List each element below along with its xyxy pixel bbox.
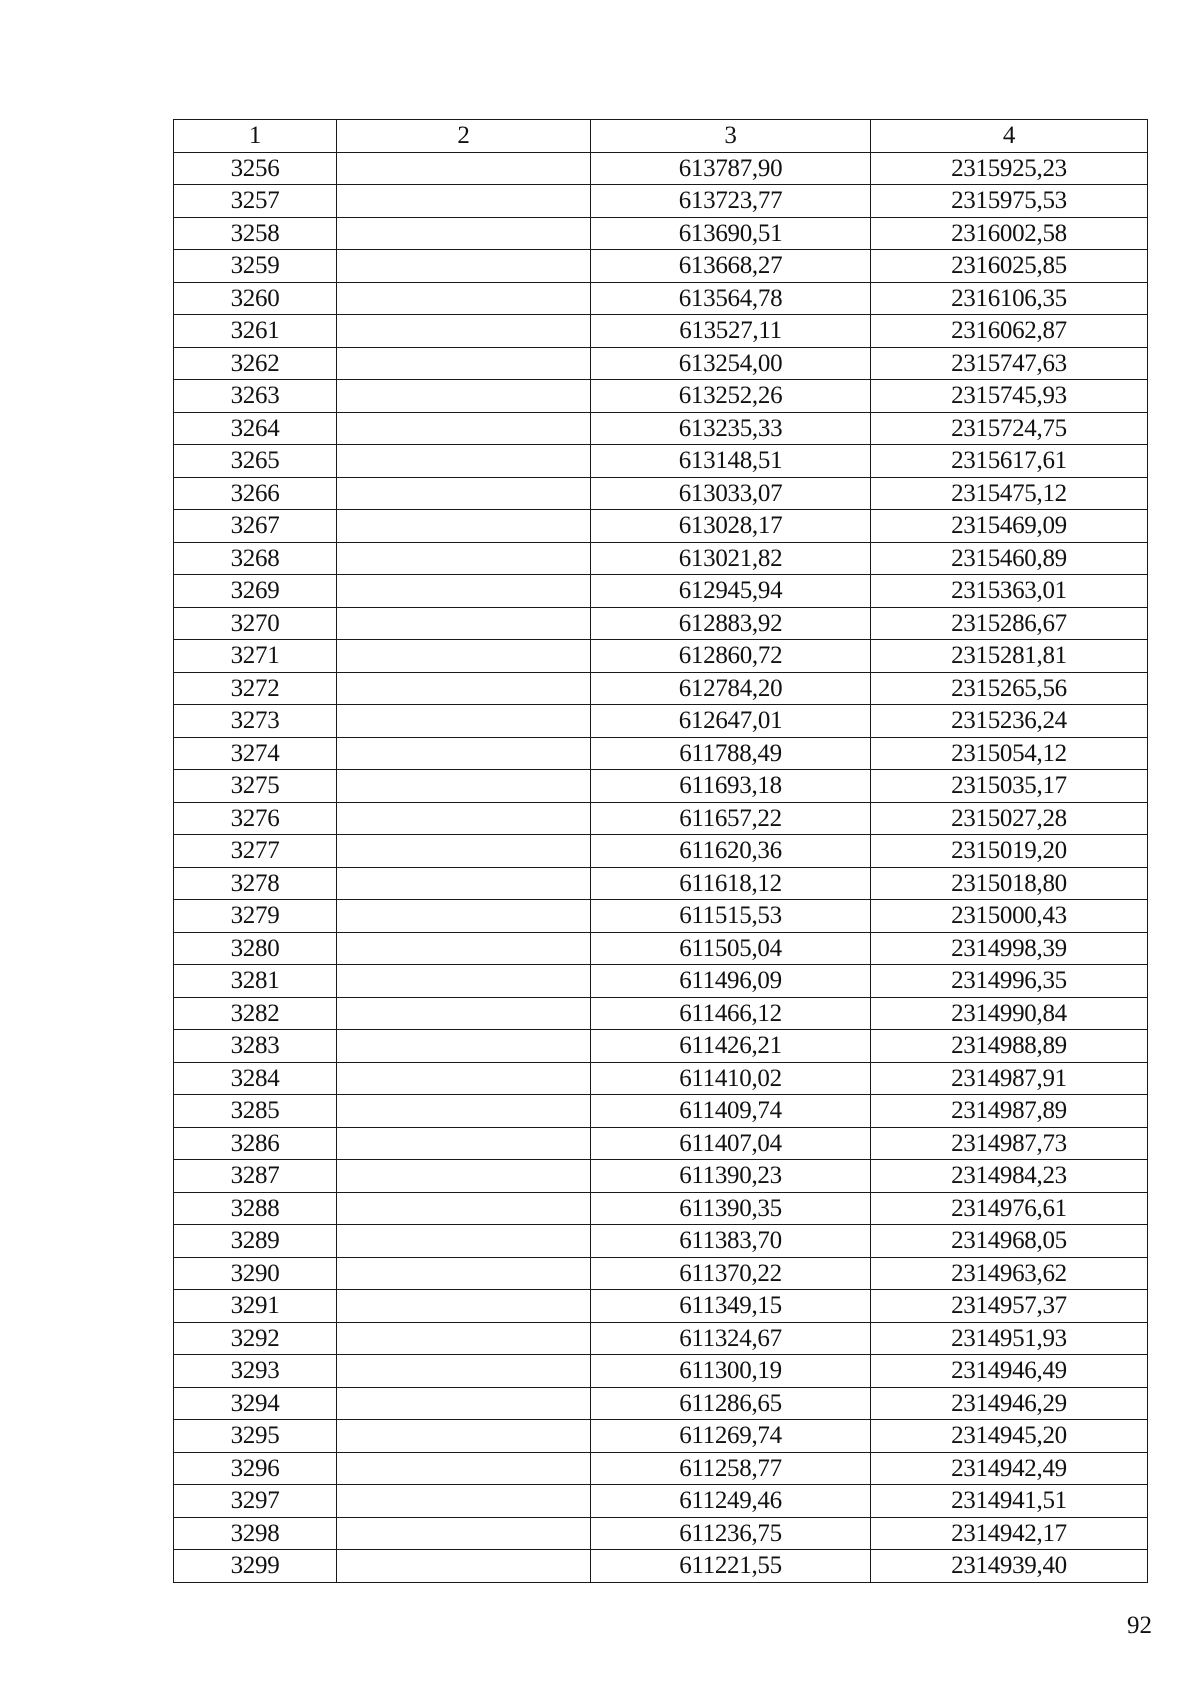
y-coordinate-cell: 2315000,43 <box>871 900 1148 933</box>
point-number-cell: 3289 <box>174 1225 337 1258</box>
y-coordinate-cell: 2315281,81 <box>871 640 1148 673</box>
point-number-cell: 3286 <box>174 1127 337 1160</box>
description-cell <box>337 705 591 738</box>
x-coordinate-cell: 611258,77 <box>591 1452 871 1485</box>
x-coordinate-cell: 612945,94 <box>591 575 871 608</box>
y-coordinate-cell: 2316002,58 <box>871 217 1148 250</box>
point-number-cell: 3279 <box>174 900 337 933</box>
description-cell <box>337 1290 591 1323</box>
point-number-cell: 3259 <box>174 250 337 283</box>
description-cell <box>337 542 591 575</box>
point-number-cell: 3291 <box>174 1290 337 1323</box>
table-row <box>174 1192 1148 1225</box>
description-cell <box>337 315 591 348</box>
point-number-cell: 3268 <box>174 542 337 575</box>
description-cell <box>337 997 591 1030</box>
y-coordinate-cell: 2315617,61 <box>871 445 1148 478</box>
table-row <box>174 965 1148 998</box>
table-row <box>174 997 1148 1030</box>
description-cell <box>337 1257 591 1290</box>
table-row <box>174 1160 1148 1193</box>
x-coordinate-cell: 611349,15 <box>591 1290 871 1323</box>
point-number-cell: 3280 <box>174 932 337 965</box>
description-cell <box>337 867 591 900</box>
table-row <box>174 672 1148 705</box>
column-header-3: 3 <box>591 120 871 153</box>
table-header <box>174 120 1148 153</box>
table-row <box>174 1387 1148 1420</box>
table-row <box>174 867 1148 900</box>
point-number-cell: 3298 <box>174 1517 337 1550</box>
table-row <box>174 217 1148 250</box>
description-cell <box>337 1062 591 1095</box>
y-coordinate-cell: 2314946,29 <box>871 1387 1148 1420</box>
point-number-cell: 3277 <box>174 835 337 868</box>
page-number: 92 <box>1127 1612 1152 1639</box>
point-number-cell: 3261 <box>174 315 337 348</box>
y-coordinate-cell: 2315027,28 <box>871 802 1148 835</box>
x-coordinate-cell: 613690,51 <box>591 217 871 250</box>
y-coordinate-cell: 2315286,67 <box>871 607 1148 640</box>
y-coordinate-cell: 2315236,24 <box>871 705 1148 738</box>
table-row <box>174 380 1148 413</box>
point-number-cell: 3288 <box>174 1192 337 1225</box>
description-cell <box>337 152 591 185</box>
x-coordinate-cell: 612860,72 <box>591 640 871 673</box>
description-cell <box>337 672 591 705</box>
x-coordinate-cell: 611620,36 <box>591 835 871 868</box>
x-coordinate-cell: 611300,19 <box>591 1355 871 1388</box>
point-number-cell: 3260 <box>174 282 337 315</box>
x-coordinate-cell: 611693,18 <box>591 770 871 803</box>
y-coordinate-cell: 2314998,39 <box>871 932 1148 965</box>
x-coordinate-cell: 613028,17 <box>591 510 871 543</box>
table-row <box>174 1030 1148 1063</box>
y-coordinate-cell: 2314942,49 <box>871 1452 1148 1485</box>
y-coordinate-cell: 2314963,62 <box>871 1257 1148 1290</box>
description-cell <box>337 737 591 770</box>
point-number-cell: 3265 <box>174 445 337 478</box>
y-coordinate-cell: 2315018,80 <box>871 867 1148 900</box>
x-coordinate-cell: 613787,90 <box>591 152 871 185</box>
description-cell <box>337 1387 591 1420</box>
table-row <box>174 1322 1148 1355</box>
table-row <box>174 770 1148 803</box>
table-row <box>174 1225 1148 1258</box>
x-coordinate-cell: 611657,22 <box>591 802 871 835</box>
x-coordinate-cell: 612784,20 <box>591 672 871 705</box>
point-number-cell: 3287 <box>174 1160 337 1193</box>
table-row <box>174 1095 1148 1128</box>
y-coordinate-cell: 2314987,89 <box>871 1095 1148 1128</box>
x-coordinate-cell: 611249,46 <box>591 1485 871 1518</box>
description-cell <box>337 445 591 478</box>
x-coordinate-cell: 611286,65 <box>591 1387 871 1420</box>
y-coordinate-cell: 2315460,89 <box>871 542 1148 575</box>
x-coordinate-cell: 611496,09 <box>591 965 871 998</box>
x-coordinate-cell: 611409,74 <box>591 1095 871 1128</box>
point-number-cell: 3276 <box>174 802 337 835</box>
header-row <box>174 120 1148 153</box>
point-number-cell: 3274 <box>174 737 337 770</box>
column-header-2: 2 <box>337 120 591 153</box>
y-coordinate-cell: 2314996,35 <box>871 965 1148 998</box>
description-cell <box>337 575 591 608</box>
table-row <box>174 1355 1148 1388</box>
description-cell <box>337 1550 591 1583</box>
x-coordinate-cell: 613668,27 <box>591 250 871 283</box>
description-cell <box>337 185 591 218</box>
point-number-cell: 3284 <box>174 1062 337 1095</box>
description-cell <box>337 607 591 640</box>
y-coordinate-cell: 2315054,12 <box>871 737 1148 770</box>
x-coordinate-cell: 613148,51 <box>591 445 871 478</box>
description-cell <box>337 250 591 283</box>
description-cell <box>337 1225 591 1258</box>
x-coordinate-cell: 611466,12 <box>591 997 871 1030</box>
point-number-cell: 3281 <box>174 965 337 998</box>
point-number-cell: 3278 <box>174 867 337 900</box>
table-row <box>174 1127 1148 1160</box>
x-coordinate-cell: 611236,75 <box>591 1517 871 1550</box>
point-number-cell: 3266 <box>174 477 337 510</box>
table-row <box>174 542 1148 575</box>
point-number-cell: 3297 <box>174 1485 337 1518</box>
y-coordinate-cell: 2316062,87 <box>871 315 1148 348</box>
point-number-cell: 3258 <box>174 217 337 250</box>
description-cell <box>337 1127 591 1160</box>
point-number-cell: 3292 <box>174 1322 337 1355</box>
x-coordinate-cell: 611383,70 <box>591 1225 871 1258</box>
point-number-cell: 3285 <box>174 1095 337 1128</box>
x-coordinate-cell: 611407,04 <box>591 1127 871 1160</box>
point-number-cell: 3256 <box>174 152 337 185</box>
column-header-4: 4 <box>871 120 1148 153</box>
point-number-cell: 3264 <box>174 412 337 445</box>
table-row <box>174 575 1148 608</box>
point-number-cell: 3263 <box>174 380 337 413</box>
y-coordinate-cell: 2314976,61 <box>871 1192 1148 1225</box>
y-coordinate-cell: 2315469,09 <box>871 510 1148 543</box>
description-cell <box>337 217 591 250</box>
point-number-cell: 3273 <box>174 705 337 738</box>
description-cell <box>337 380 591 413</box>
table-row <box>174 1550 1148 1583</box>
y-coordinate-cell: 2315925,23 <box>871 152 1148 185</box>
y-coordinate-cell: 2314984,23 <box>871 1160 1148 1193</box>
y-coordinate-cell: 2314957,37 <box>871 1290 1148 1323</box>
y-coordinate-cell: 2314987,91 <box>871 1062 1148 1095</box>
table-row <box>174 607 1148 640</box>
point-number-cell: 3299 <box>174 1550 337 1583</box>
x-coordinate-cell: 613252,26 <box>591 380 871 413</box>
table-row <box>174 1517 1148 1550</box>
description-cell <box>337 1517 591 1550</box>
description-cell <box>337 1160 591 1193</box>
y-coordinate-cell: 2315265,56 <box>871 672 1148 705</box>
description-cell <box>337 347 591 380</box>
table-row <box>174 152 1148 185</box>
y-coordinate-cell: 2314946,49 <box>871 1355 1148 1388</box>
point-number-cell: 3275 <box>174 770 337 803</box>
x-coordinate-cell: 611426,21 <box>591 1030 871 1063</box>
point-number-cell: 3257 <box>174 185 337 218</box>
x-coordinate-cell: 613033,07 <box>591 477 871 510</box>
point-number-cell: 3272 <box>174 672 337 705</box>
x-coordinate-cell: 612647,01 <box>591 705 871 738</box>
table-row <box>174 640 1148 673</box>
description-cell <box>337 1355 591 1388</box>
y-coordinate-cell: 2314939,40 <box>871 1550 1148 1583</box>
description-cell <box>337 510 591 543</box>
coordinates-table <box>173 119 1148 1583</box>
table-row <box>174 347 1148 380</box>
x-coordinate-cell: 611390,23 <box>591 1160 871 1193</box>
table-row <box>174 1452 1148 1485</box>
x-coordinate-cell: 611390,35 <box>591 1192 871 1225</box>
x-coordinate-cell: 611515,53 <box>591 900 871 933</box>
x-coordinate-cell: 611410,02 <box>591 1062 871 1095</box>
y-coordinate-cell: 2314988,89 <box>871 1030 1148 1063</box>
x-coordinate-cell: 613254,00 <box>591 347 871 380</box>
y-coordinate-cell: 2315747,63 <box>871 347 1148 380</box>
x-coordinate-cell: 611370,22 <box>591 1257 871 1290</box>
description-cell <box>337 282 591 315</box>
x-coordinate-cell: 611618,12 <box>591 867 871 900</box>
y-coordinate-cell: 2315035,17 <box>871 770 1148 803</box>
description-cell <box>337 835 591 868</box>
description-cell <box>337 1192 591 1225</box>
point-number-cell: 3269 <box>174 575 337 608</box>
y-coordinate-cell: 2316025,85 <box>871 250 1148 283</box>
x-coordinate-cell: 613235,33 <box>591 412 871 445</box>
table-row <box>174 250 1148 283</box>
description-cell <box>337 1095 591 1128</box>
description-cell <box>337 640 591 673</box>
y-coordinate-cell: 2314942,17 <box>871 1517 1148 1550</box>
x-coordinate-cell: 611324,67 <box>591 1322 871 1355</box>
table-row <box>174 1485 1148 1518</box>
point-number-cell: 3296 <box>174 1452 337 1485</box>
table-row <box>174 705 1148 738</box>
x-coordinate-cell: 611788,49 <box>591 737 871 770</box>
table-row <box>174 1290 1148 1323</box>
x-coordinate-cell: 613021,82 <box>591 542 871 575</box>
table-row <box>174 315 1148 348</box>
point-number-cell: 3271 <box>174 640 337 673</box>
x-coordinate-cell: 613723,77 <box>591 185 871 218</box>
table-row <box>174 282 1148 315</box>
description-cell <box>337 900 591 933</box>
description-cell <box>337 965 591 998</box>
point-number-cell: 3295 <box>174 1420 337 1453</box>
table-row <box>174 900 1148 933</box>
y-coordinate-cell: 2315745,93 <box>871 380 1148 413</box>
description-cell <box>337 1030 591 1063</box>
y-coordinate-cell: 2314945,20 <box>871 1420 1148 1453</box>
description-cell <box>337 802 591 835</box>
description-cell <box>337 932 591 965</box>
y-coordinate-cell: 2314990,84 <box>871 997 1148 1030</box>
description-cell <box>337 1322 591 1355</box>
y-coordinate-cell: 2315724,75 <box>871 412 1148 445</box>
table-row <box>174 477 1148 510</box>
table-row <box>174 510 1148 543</box>
table-row <box>174 1420 1148 1453</box>
table-row <box>174 802 1148 835</box>
description-cell <box>337 1485 591 1518</box>
x-coordinate-cell: 612883,92 <box>591 607 871 640</box>
x-coordinate-cell: 611221,55 <box>591 1550 871 1583</box>
y-coordinate-cell: 2315475,12 <box>871 477 1148 510</box>
x-coordinate-cell: 613564,78 <box>591 282 871 315</box>
table-row <box>174 1257 1148 1290</box>
y-coordinate-cell: 2316106,35 <box>871 282 1148 315</box>
point-number-cell: 3262 <box>174 347 337 380</box>
table-row <box>174 835 1148 868</box>
table-row <box>174 445 1148 478</box>
point-number-cell: 3290 <box>174 1257 337 1290</box>
table-row <box>174 737 1148 770</box>
x-coordinate-cell: 611269,74 <box>591 1420 871 1453</box>
table-row <box>174 932 1148 965</box>
column-header-1: 1 <box>174 120 337 153</box>
point-number-cell: 3283 <box>174 1030 337 1063</box>
x-coordinate-cell: 611505,04 <box>591 932 871 965</box>
y-coordinate-cell: 2314987,73 <box>871 1127 1148 1160</box>
point-number-cell: 3282 <box>174 997 337 1030</box>
y-coordinate-cell: 2315363,01 <box>871 575 1148 608</box>
y-coordinate-cell: 2314951,93 <box>871 1322 1148 1355</box>
point-number-cell: 3270 <box>174 607 337 640</box>
y-coordinate-cell: 2314941,51 <box>871 1485 1148 1518</box>
table-row <box>174 412 1148 445</box>
description-cell <box>337 770 591 803</box>
description-cell <box>337 477 591 510</box>
table-body <box>174 152 1148 1582</box>
description-cell <box>337 1420 591 1453</box>
table-row <box>174 1062 1148 1095</box>
point-number-cell: 3267 <box>174 510 337 543</box>
x-coordinate-cell: 613527,11 <box>591 315 871 348</box>
point-number-cell: 3294 <box>174 1387 337 1420</box>
description-cell <box>337 412 591 445</box>
point-number-cell: 3293 <box>174 1355 337 1388</box>
table-row <box>174 185 1148 218</box>
y-coordinate-cell: 2314968,05 <box>871 1225 1148 1258</box>
y-coordinate-cell: 2315975,53 <box>871 185 1148 218</box>
description-cell <box>337 1452 591 1485</box>
y-coordinate-cell: 2315019,20 <box>871 835 1148 868</box>
